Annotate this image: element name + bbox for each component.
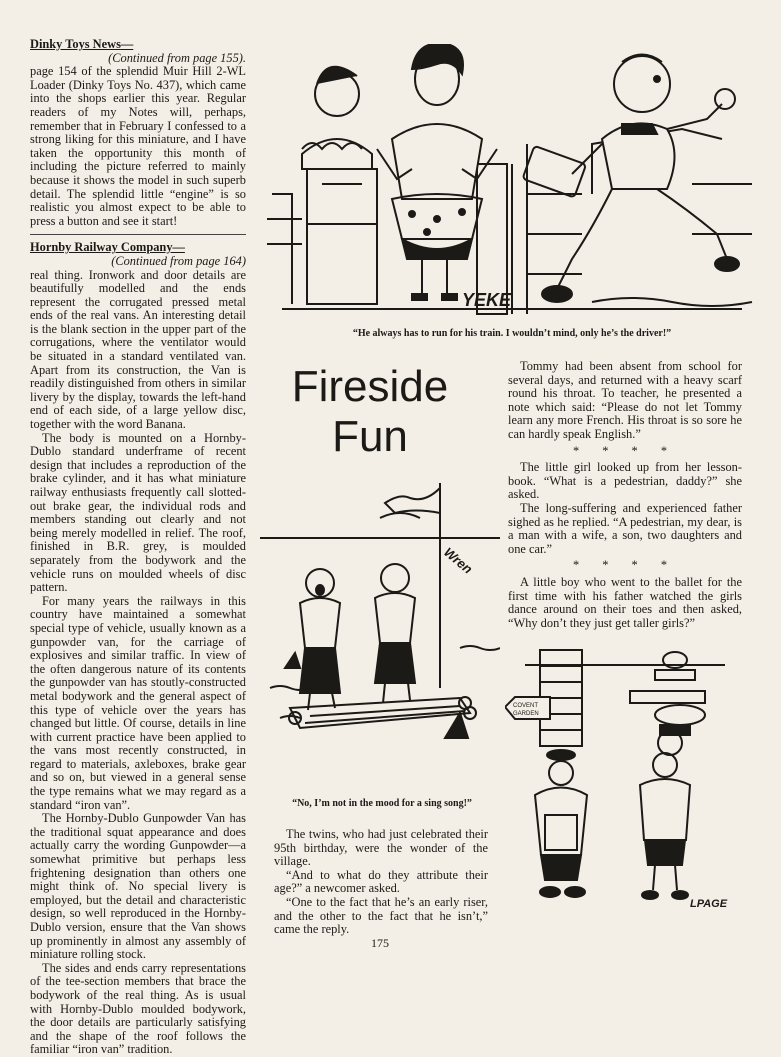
dinky-continued: (Continued from page 155). bbox=[108, 50, 246, 65]
cartoon-signature: YEKE bbox=[462, 290, 512, 310]
feature-title-line: Fun bbox=[332, 412, 408, 461]
hornby-paragraph: The sides and ends carry representations of the tee-section members that brace the bodywork of the real thing. As is usual with Hornby-Dublo moulded bodywork, the door details are particularly satisfying and the shape of the roof follows the familiar “iron van” tradition. bbox=[30, 960, 246, 1057]
running-driver-cartoon bbox=[262, 44, 762, 324]
joke-paragraph: The little girl looked up from her lesson-book. “What is a pedestrian, daddy?” she asked. bbox=[508, 460, 742, 502]
cartoon-signature: Wren bbox=[441, 544, 476, 577]
section-divider bbox=[30, 234, 246, 235]
joke-paragraph: A little boy who went to the ballet for the first time with his father watched the girls dance around on their toes and then asked, “Why don’t they just get taller girls?” bbox=[508, 574, 742, 630]
hornby-heading: Hornby Railway Company— bbox=[30, 240, 185, 255]
hornby-paragraph: The Hornby-Dublo Gunpowder Van has the traditional squat appearance and does actually carry the wording Gunpowder—a somewhat primitive but perhaps less frightening designation than others one might think of. No special livery is employed, but the detail and characteristic design, so well reproduced in the Hornby-Dublo version, ensure that the Van shows up prominently in almost any assembly of miniature rolling stock. bbox=[30, 811, 246, 962]
feature-title-line: Fireside bbox=[291, 362, 449, 411]
top-cartoon-caption: “He always has to run for his train. I wouldn’t mind, only he’s the driver!” bbox=[352, 328, 672, 339]
joke-paragraph: “One to the fact that he’s an early riser, and the other to the fact that he isn’t,” came the reply. bbox=[274, 894, 488, 937]
hornby-continued: (Continued from page 164) bbox=[111, 253, 246, 268]
joke-paragraph: The twins, who had just celebrated their 95th birthday, were the wonder of the village. bbox=[274, 827, 488, 869]
feature-title bbox=[270, 362, 470, 462]
page-number: 175 bbox=[371, 936, 389, 950]
right-column bbox=[508, 360, 742, 630]
left-column bbox=[30, 38, 246, 1057]
joke-separator: * * * * bbox=[572, 558, 678, 573]
covent-garden-sign: GARDEN bbox=[513, 711, 539, 717]
joke-separator: * * * * bbox=[572, 443, 678, 458]
hornby-paragraph: The body is mounted on a Hornby-Dublo standard underframe of recent design that includes a reproduction of the brake cylinder, and it has what miniature railway enthusiasts frequently call slotted-out brake gear, the individual rods and members standing out clearly and not being merely modelled in relief. The roof, finished in B.R. grey, is moulded separately from the bodywork and the vehicle runs on moulded wheels of disc pattern. bbox=[30, 430, 246, 595]
joke-paragraph: The long-suffering and experienced father sighed as he replied. “A pedestrian, my dear, is a man with a wife, a son, two daughters and one car.” bbox=[508, 500, 742, 556]
covent-garden-sign: COVENT bbox=[513, 703, 539, 709]
raft-cartoon bbox=[260, 478, 500, 778]
hornby-paragraph: For many years the railways in this country have maintained a somewhat special type of vehicle, usually known as a gunpowder van, for the carriage of explosives and similar traffic. In view of the often dangerous nature of its contents the gunpowder van has stoutly-constructed metal bodywork and the general aspect of this type of vehicle over the years has changed but little. Of course, details in line with current practice have been applied to the vans most recently constructed, in regard to materials, axleboxes, brake gear and so on, but viewed in a general sense the type remains what we may regard as a standard “iron van”. bbox=[30, 593, 246, 812]
joke-paragraph: Tommy had been absent from school for several days, and returned with a heavy scarf round his throat. To teacher, he presented a note which said: “Please do not let Tommy learn any more French. His throat is so sore he can hardly speak English.” bbox=[508, 359, 742, 441]
dinky-heading: Dinky Toys News— bbox=[30, 37, 134, 51]
dinky-paragraph: page 154 of the splendid Muir Hill 2-WL Loader (Dinky Toys No. 437), which came into the shops earlier this year. Regular readers of my Notes will, perhaps, remember that in February I confessed to a strong liking for this miniature, and I have taken the opportunity this month of including the picture referred to mainly because it shows the model in such superb detail. The splendid little “engine” is so realistic you almost expect to be able to press a button and see it start! bbox=[30, 64, 246, 228]
cartoon-signature: LPAGE bbox=[690, 898, 728, 910]
middle-column bbox=[274, 828, 488, 937]
hornby-paragraph: real thing. Ironwork and door details are beautifully modelled and the ends represent the corrugated pressed metal ends of the real vans. An interesting detail is the blank section in the upper part of the corrugations, where the ventilator would be situated in a standard ventilated van. Apart from its construction, the Van is readily distinguished from others in similar livery by the display, towards the left-hand end of each side, of a large yellow disc, together with the word Banana. bbox=[30, 267, 246, 432]
raft-cartoon-caption: “No, I’m not in the mood for a sing song!” bbox=[292, 798, 472, 809]
joke-paragraph: “And to what do they attribute their age?” a newcomer asked. bbox=[274, 867, 488, 896]
porters-cartoon bbox=[505, 645, 745, 915]
